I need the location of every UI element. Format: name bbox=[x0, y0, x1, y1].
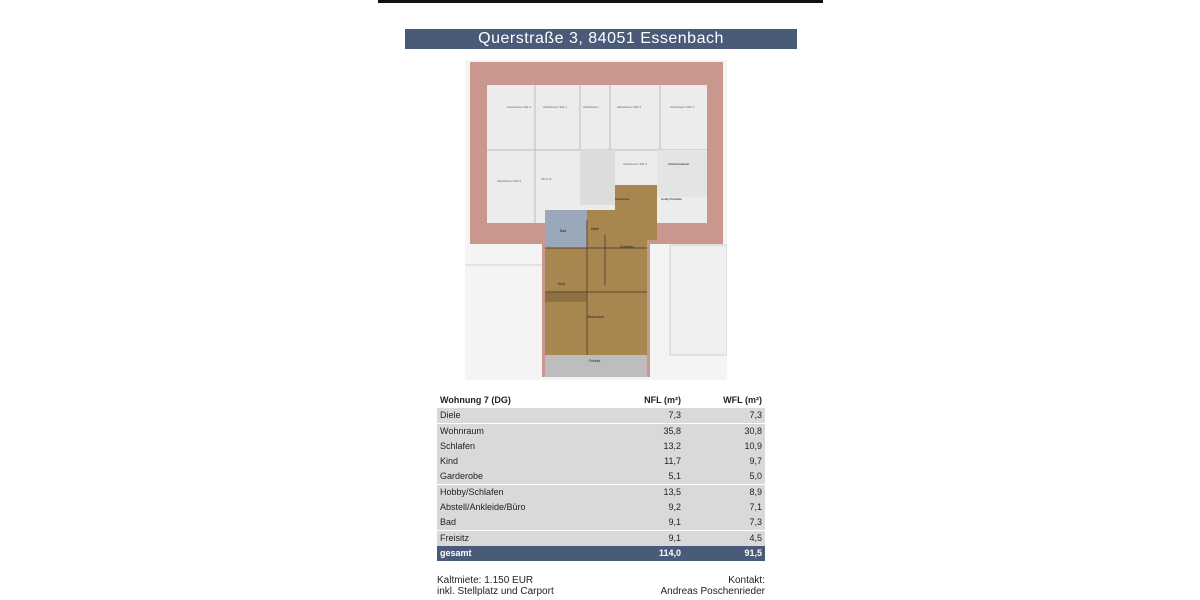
contact-name: Andreas Poschenrieder bbox=[660, 586, 765, 597]
room-nfl: 9,2 bbox=[668, 502, 681, 513]
page-title: Querstraße 3, 84051 Essenbach bbox=[405, 29, 797, 49]
room-nfl: 35,8 bbox=[663, 425, 681, 436]
room-wfl: 10,9 bbox=[744, 440, 762, 451]
room-wfl: 4,5 bbox=[749, 532, 762, 543]
top-border bbox=[378, 0, 823, 3]
room-name: Freisitz bbox=[440, 532, 469, 543]
table-row bbox=[437, 500, 765, 515]
room-label: Flur/Tür bbox=[541, 177, 552, 181]
room-nfl: 7,3 bbox=[668, 410, 681, 421]
room-label: Diele bbox=[591, 227, 599, 231]
room-nfl: 13,5 bbox=[663, 486, 681, 497]
room-wfl: 8,9 bbox=[749, 486, 762, 497]
room-label: Abstellraum WE 1 bbox=[543, 105, 568, 109]
room-name: Abstell/Ankleide/Büro bbox=[440, 502, 526, 513]
room-label: Abstellraum WE 3 bbox=[670, 105, 695, 109]
table-row bbox=[437, 469, 765, 484]
contact-label: Kontakt: bbox=[728, 575, 765, 586]
floor-plan bbox=[465, 60, 727, 380]
table-row bbox=[437, 485, 765, 500]
room-nfl: 13,2 bbox=[663, 440, 681, 451]
table-row bbox=[437, 515, 765, 530]
rent-line: Kaltmiete: 1.150 EUR bbox=[437, 575, 534, 586]
room-label: Hobby/Schlafen bbox=[661, 197, 683, 201]
table-row bbox=[437, 439, 765, 454]
room-name: Garderobe bbox=[440, 471, 484, 482]
floor-plan-drawing bbox=[465, 60, 727, 380]
contact-info bbox=[640, 575, 765, 597]
room-label: Bad bbox=[560, 229, 567, 233]
total-wfl: 91,5 bbox=[744, 547, 762, 558]
room-name: Bad bbox=[440, 517, 457, 528]
room-label: Schlafen bbox=[620, 245, 634, 249]
total-label: gesamt bbox=[440, 547, 472, 558]
room-name: Schlafen bbox=[440, 440, 476, 451]
total-nfl: 114,0 bbox=[658, 547, 681, 558]
rent-extra-line: inkl. Stellplatz und Carport bbox=[437, 586, 554, 597]
room-label: Abstellraum WE 5 bbox=[497, 179, 522, 183]
room-label: Abstellraum WE 3 bbox=[623, 162, 648, 166]
room-label: Garderobe bbox=[615, 197, 630, 201]
room-name: Diele bbox=[440, 410, 461, 421]
room-nfl: 9,1 bbox=[668, 532, 681, 543]
room-label: Abstellraum WE 4 bbox=[507, 105, 532, 109]
table-row bbox=[437, 531, 765, 546]
area-table bbox=[437, 392, 765, 561]
table-row bbox=[437, 454, 765, 469]
header-unit: Wohnung 7 (DG) bbox=[440, 395, 511, 405]
room-nfl: 9,1 bbox=[668, 517, 681, 528]
room-wfl: 7,1 bbox=[749, 502, 762, 513]
room-name: Hobby/Schlafen bbox=[440, 486, 504, 497]
table-total-row bbox=[437, 546, 765, 561]
table-row bbox=[437, 408, 765, 423]
room-nfl: 11,7 bbox=[664, 456, 681, 467]
room-label: Freisitz bbox=[589, 359, 601, 363]
room-name: Kind bbox=[440, 456, 459, 467]
room-wfl: 7,3 bbox=[749, 517, 762, 528]
room-label: Abstell/Ankleide bbox=[668, 162, 690, 166]
room-wfl: 30,8 bbox=[744, 425, 762, 436]
room-label: Abstellraum bbox=[583, 105, 599, 109]
table-row bbox=[437, 424, 765, 439]
room-label: Wohnraum bbox=[587, 315, 605, 319]
room-wfl: 9,7 bbox=[749, 456, 762, 467]
header-wfl: WFL (m²) bbox=[723, 395, 762, 405]
room-wfl: 5,0 bbox=[749, 471, 762, 482]
room-label: Kind bbox=[558, 282, 566, 286]
room-label: Abstellraum WE 2 bbox=[617, 105, 642, 109]
room-name: Wohnraum bbox=[440, 425, 484, 436]
room-nfl: 5,1 bbox=[668, 471, 681, 482]
table-header bbox=[437, 392, 765, 408]
room-wfl: 7,3 bbox=[749, 410, 762, 421]
rent-info bbox=[437, 575, 554, 597]
header-nfl: NFL (m²) bbox=[644, 395, 681, 405]
